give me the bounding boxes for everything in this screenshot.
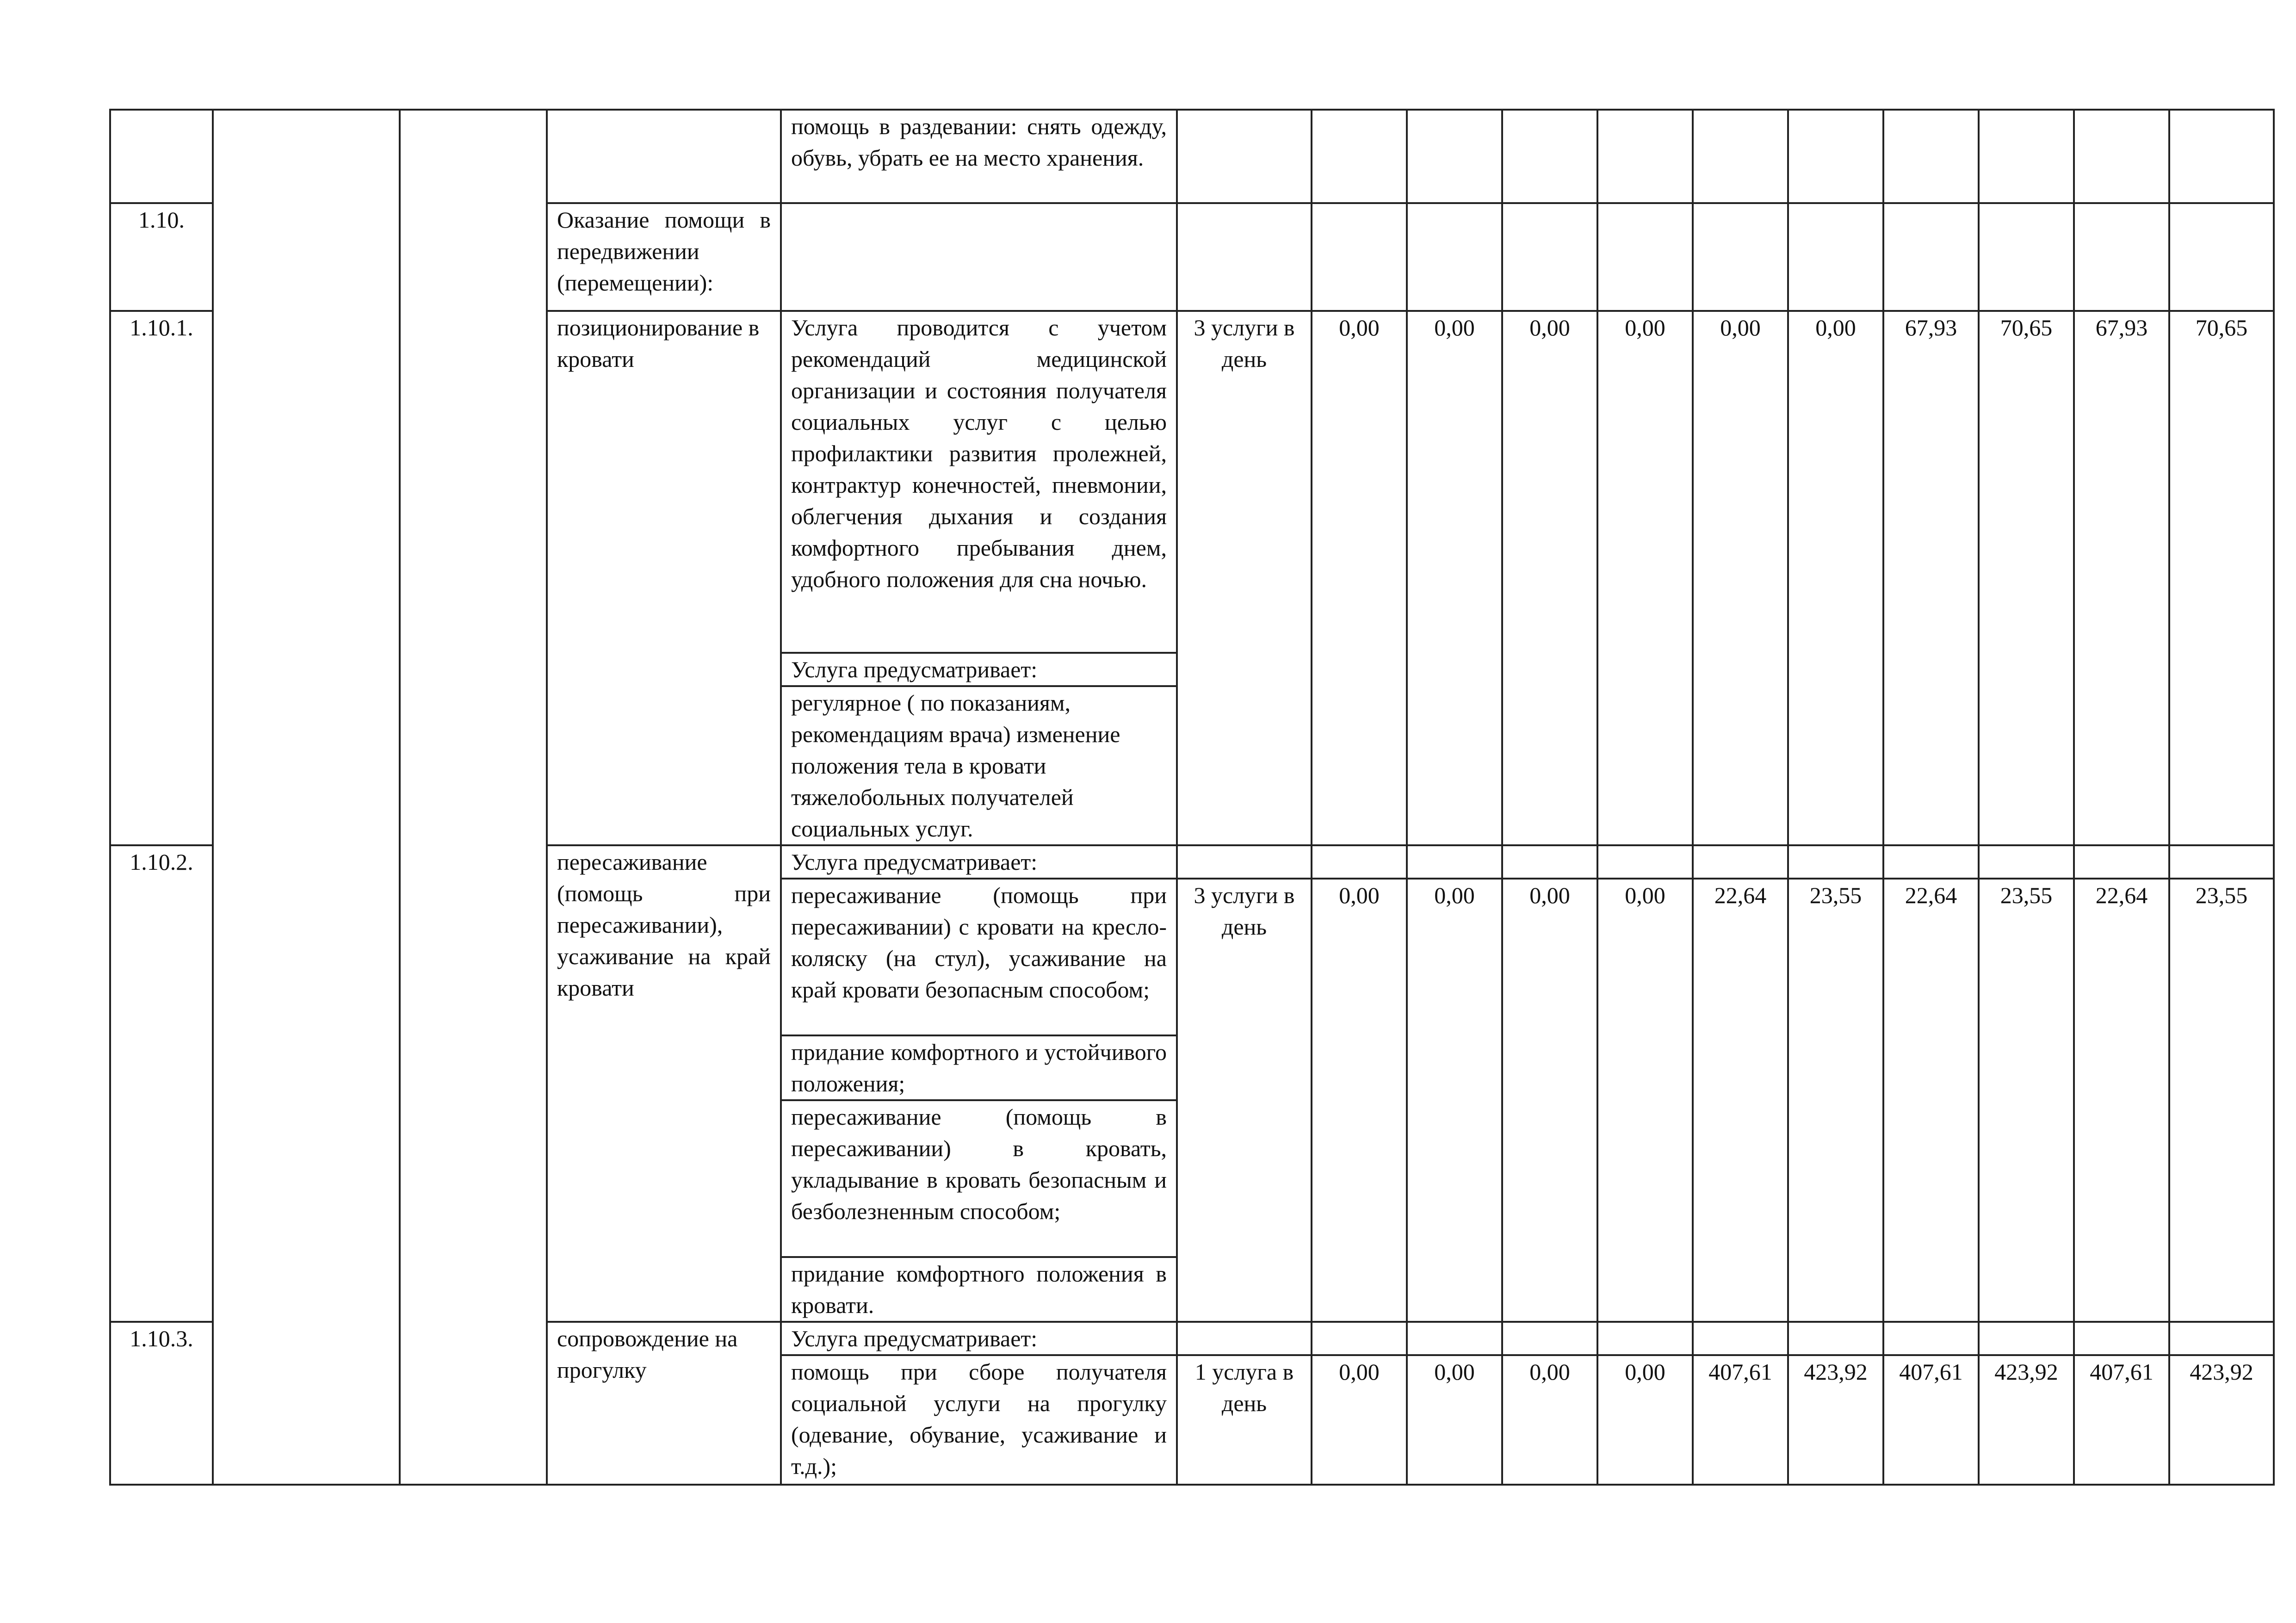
service-description: Услуга проводится с учетом рекомендаций медицинской организации и состояния получателя социальных услуг с целью профилактики развития пролежней, контрактур конечностей, пневмонии, облегчения дыхания и создания комфортного пребывания днем, удобного положения для сна ночью. <box>781 311 1177 653</box>
value-cell: 0,00 <box>1693 311 1788 845</box>
service-frequency: 3 услуги в день <box>1177 311 1312 845</box>
value-cell: 407,61 <box>2074 1355 2169 1485</box>
value-cell: 0,00 <box>1312 1355 1407 1485</box>
value-cell: 0,00 <box>1502 1355 1597 1485</box>
service-description: помощь при сборе получателя социальной услуги на прогулку (одевание, обувание, усаживание и т.д.); <box>781 1355 1177 1485</box>
value-cell: 23,55 <box>2169 879 2274 1322</box>
value-cell: 0,00 <box>1502 311 1597 845</box>
service-name: пересаживание (помощь при пересаживании), усаживание на край кровати <box>547 845 781 1322</box>
table-row <box>110 110 2274 203</box>
value-cell: 22,64 <box>2074 879 2169 1322</box>
row-code: 1.10.2. <box>110 845 213 1322</box>
value-cell: 22,64 <box>1693 879 1788 1322</box>
service-frequency: 1 услуга в день <box>1177 1355 1312 1485</box>
code-cell <box>110 110 213 203</box>
service-description: придание комфортного и устойчивого положения; <box>781 1035 1177 1100</box>
service-name: Оказание помощи в передвижении (перемещении): <box>547 203 781 311</box>
service-description: пересаживание (помощь в пересаживании) в кровать, укладывание в кровать безопасным и безболезненным способом; <box>781 1100 1177 1257</box>
value-cell: 407,61 <box>1883 1355 1979 1485</box>
value-cell: 0,00 <box>1407 311 1502 845</box>
service-subheading: Услуга предусматривает: <box>781 845 1177 879</box>
value-cell: 0,00 <box>1788 311 1883 845</box>
value-cell: 23,55 <box>1788 879 1883 1322</box>
service-name: сопровождение на прогулку <box>547 1322 781 1485</box>
row-code: 1.10.3. <box>110 1322 213 1485</box>
service-description: пересаживание (помощь при пересаживании) с кровати на кресло-коляску (на стул), усаживание на край кровати безопасным способом; <box>781 879 1177 1035</box>
value-cell: 423,92 <box>1788 1355 1883 1485</box>
service-subheading: Услуга предусматривает: <box>781 653 1177 686</box>
value-cell: 70,65 <box>2169 311 2274 845</box>
value-cell: 0,00 <box>1597 879 1693 1322</box>
service-description: помощь в раздевании: снять одежду, обувь, убрать ее на место хранения. <box>781 110 1177 203</box>
value-cell: 0,00 <box>1312 879 1407 1322</box>
service-description: регулярное ( по показаниям, рекомендациям врача) изменение положения тела в кровати тяжелобольных получателей социальных услуг. <box>781 686 1177 845</box>
value-cell: 70,65 <box>1979 311 2074 845</box>
service-frequency: 3 услуги в день <box>1177 879 1312 1322</box>
merged-column-2 <box>213 110 400 1485</box>
value-cell: 407,61 <box>1693 1355 1788 1485</box>
value-cell: 22,64 <box>1883 879 1979 1322</box>
service-description: придание комфортного положения в кровати. <box>781 1257 1177 1322</box>
value-cell: 423,92 <box>1979 1355 2074 1485</box>
value-cell: 0,00 <box>1407 879 1502 1322</box>
service-name-cell <box>547 110 781 203</box>
value-cell: 423,92 <box>2169 1355 2274 1485</box>
value-cell: 23,55 <box>1979 879 2074 1322</box>
services-table <box>109 109 2275 1486</box>
value-cell: 0,00 <box>1502 879 1597 1322</box>
merged-column-3 <box>400 110 547 1485</box>
value-cell: 0,00 <box>1407 1355 1502 1485</box>
frequency-cell <box>1177 110 1312 203</box>
value-cell: 0,00 <box>1312 311 1407 845</box>
row-code: 1.10.1. <box>110 311 213 845</box>
value-cell: 67,93 <box>2074 311 2169 845</box>
row-code: 1.10. <box>110 203 213 311</box>
value-cell: 0,00 <box>1597 311 1693 845</box>
service-name: позиционирование в кровати <box>547 311 781 845</box>
frequency-cell <box>1177 203 1312 311</box>
value-cell: 0,00 <box>1597 1355 1693 1485</box>
service-subheading: Услуга предусматривает: <box>781 1322 1177 1355</box>
service-description <box>781 203 1177 311</box>
value-cell: 67,93 <box>1883 311 1979 845</box>
